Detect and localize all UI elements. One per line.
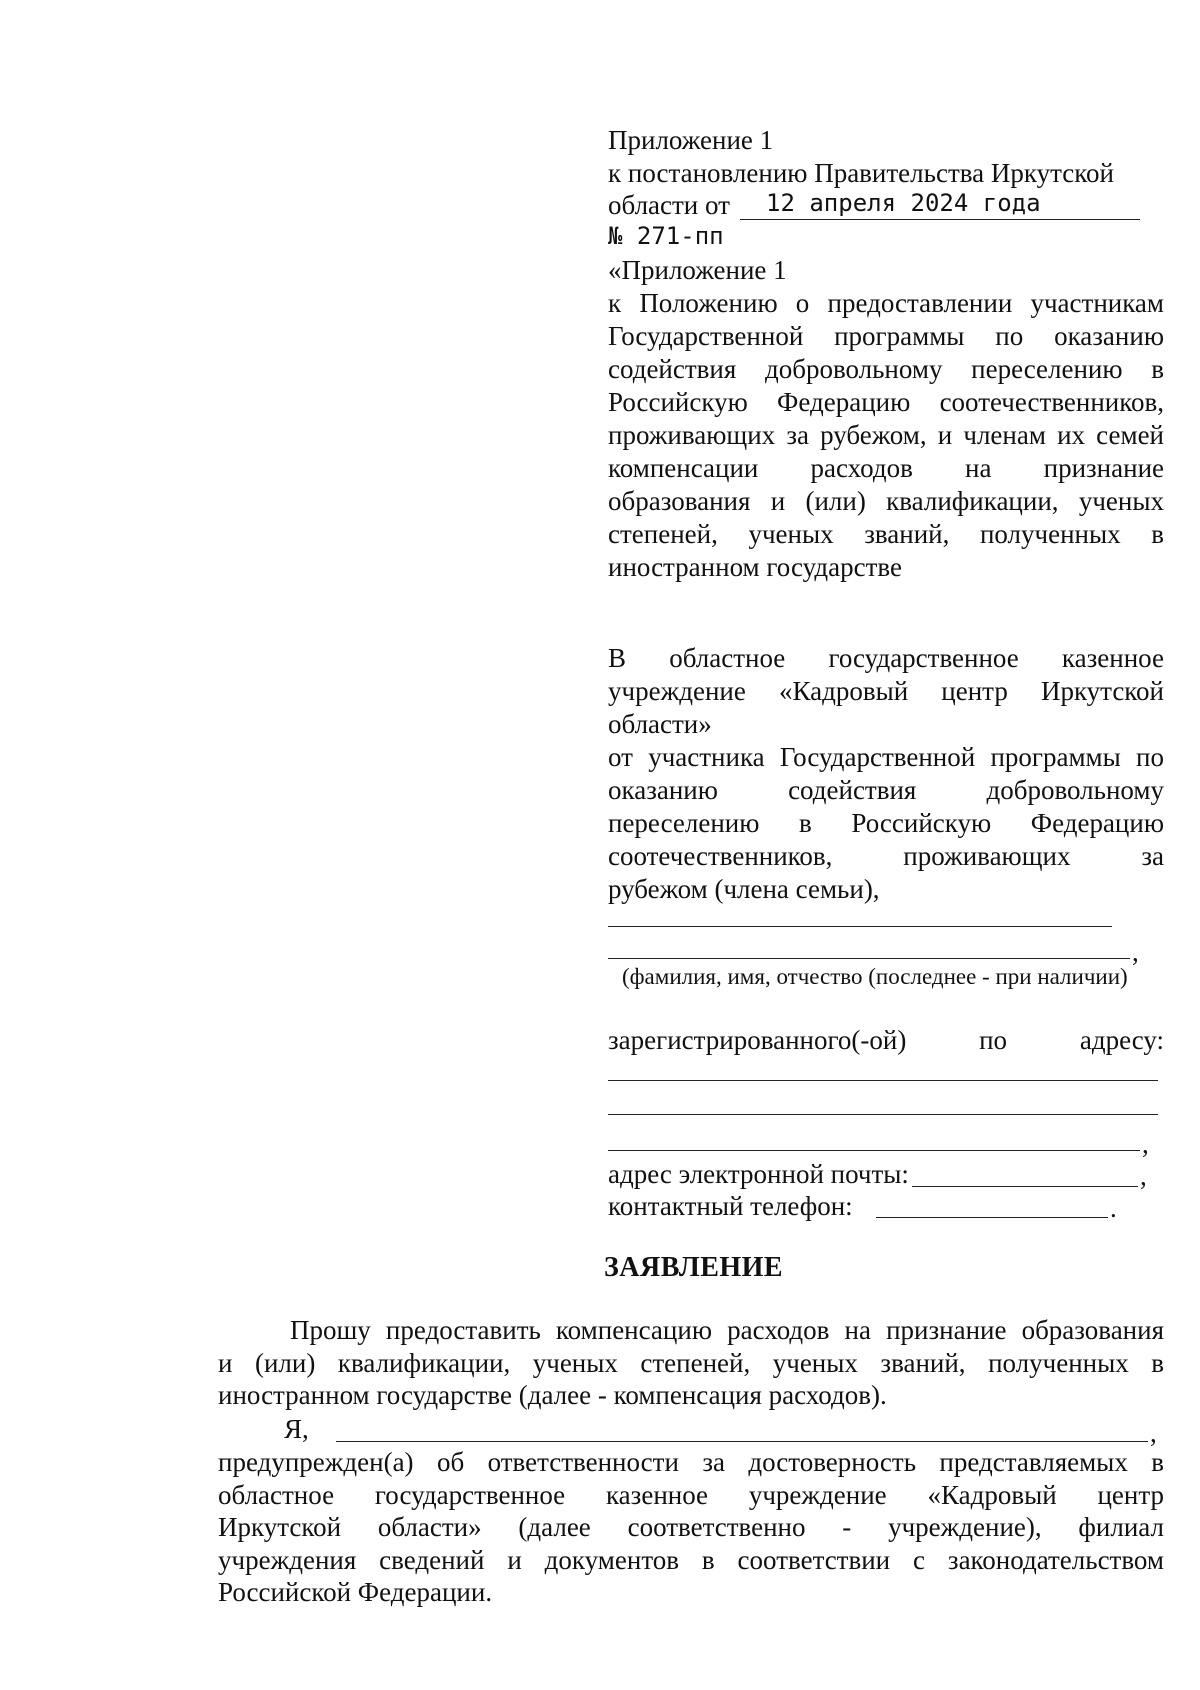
phone-field-period: . — [1110, 1193, 1117, 1223]
statement-paragraph-2 — [218, 1446, 1164, 1609]
annex-line: образования и (или) квалификации, ученых — [608, 486, 1164, 516]
email-label: адрес электронной почты: — [608, 1159, 909, 1189]
paragraph-line: иностранном государстве (далее - компенсация расходов). — [218, 1380, 887, 1410]
applicant-name-comma: , — [1150, 1418, 1157, 1448]
phone-field[interactable] — [876, 1217, 1108, 1218]
annex-line: компенсации расходов на признание — [608, 453, 1164, 483]
resolution-reference: к постановлению Правительства Иркутской — [608, 158, 1114, 188]
annex-line: Государственной программы по оказанию — [608, 321, 1164, 351]
annex-line: «Приложение 1 — [608, 255, 787, 285]
resolution-date-label: области от — [608, 190, 730, 220]
date-underline — [740, 219, 1140, 220]
addressee-line: области» — [608, 709, 712, 739]
addressee-line: оказанию содействия добровольному — [608, 775, 1164, 805]
addressee-line: от участника Государственной программы по — [608, 742, 1164, 772]
phone-label: контактный телефон: — [608, 1191, 853, 1221]
statement-paragraph-1 — [218, 1314, 1164, 1412]
addressee-line: соотечественников, проживающих за — [608, 841, 1164, 871]
address-field-line-1[interactable] — [608, 1080, 1158, 1081]
name-caption: (фамилия, имя, отчество (последнее - при наличии) — [622, 964, 1128, 989]
paragraph-line: учреждения сведений и документов в соответствии с законодательством — [218, 1544, 1164, 1575]
annex-line: содействия добровольному переселению в — [608, 354, 1164, 384]
address-field-line-3[interactable] — [608, 1150, 1140, 1151]
statement-title: ЗАЯВЛЕНИЕ — [604, 1252, 784, 1283]
addressee-line: учреждение «Кадровый центр Иркутской — [608, 676, 1164, 706]
annex-line: иностранном государстве — [608, 552, 902, 582]
email-field[interactable] — [912, 1186, 1138, 1187]
registered-address-label: зарегистрированного(-ой) по адресу: — [608, 1025, 1164, 1055]
addressee-line: В областное государственное казенное — [608, 643, 1164, 673]
annex-description — [608, 254, 1164, 584]
email-field-comma: , — [1140, 1161, 1147, 1191]
resolution-number: № 271-пп — [608, 222, 724, 250]
annex-line: проживающих за рубежом, и членам их семей — [608, 420, 1164, 450]
paragraph-line: Иркутской области» (далее соответственно - учреждение), филиал — [218, 1512, 1164, 1542]
name-field-comma: , — [1132, 937, 1139, 967]
name-field-line-2[interactable] — [608, 958, 1130, 959]
applicant-name-field[interactable] — [336, 1441, 1148, 1442]
applicant-ya-label: Я, — [284, 1414, 309, 1444]
address-field-comma: , — [1142, 1129, 1149, 1159]
addressee-line: рубежом (члена семьи), — [608, 874, 880, 904]
addressee-block — [608, 642, 1164, 906]
paragraph-line: предупрежден(а) об ответственности за достоверность представляемых в — [218, 1447, 1164, 1477]
annex-number: Приложение 1 — [608, 125, 774, 155]
addressee-line: переселению в Российскую Федерацию — [608, 808, 1164, 838]
annex-line: степеней, ученых званий, полученных в — [608, 519, 1164, 549]
address-field-line-2[interactable] — [608, 1114, 1158, 1115]
annex-line: к Положению о предоставлении участникам — [608, 288, 1164, 318]
name-field-line-1[interactable] — [608, 926, 1112, 927]
paragraph-line: Российской Федерации. — [218, 1577, 493, 1607]
paragraph-line: и (или) квалификации, ученых степеней, ученых званий, полученных в — [218, 1347, 1164, 1378]
resolution-date-value: 12 апреля 2024 года — [766, 189, 1041, 217]
annex-line: Российскую Федерацию соотечественников, — [608, 387, 1164, 417]
paragraph-line: областное государственное казенное учреждение «Кадровый центр — [218, 1479, 1164, 1510]
paragraph-line: Прошу предоставить компенсацию расходов на признание образования — [290, 1315, 1164, 1345]
